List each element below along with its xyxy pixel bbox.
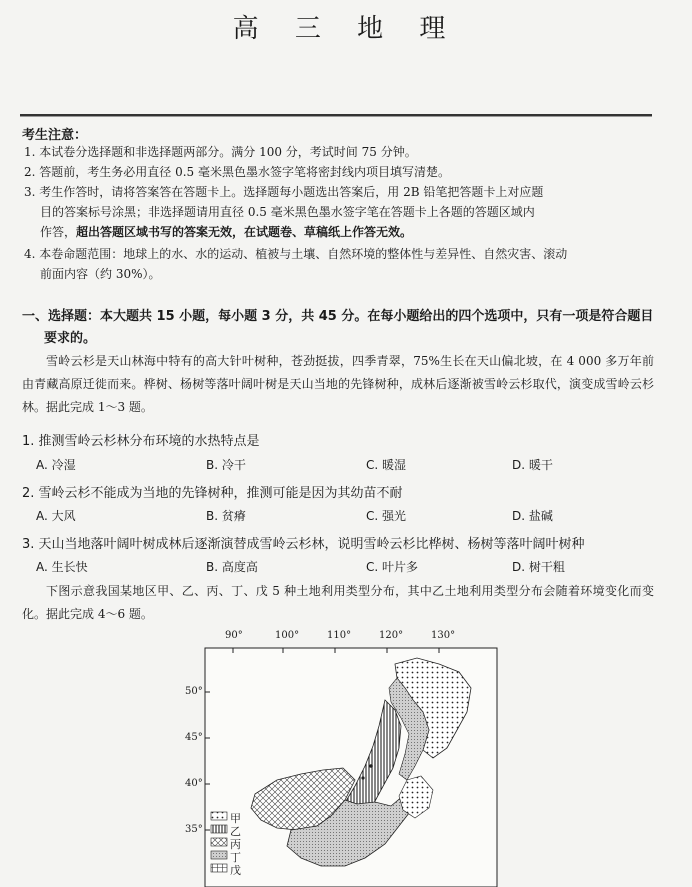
map-y-tick: 40° — [185, 778, 203, 789]
question-2-option-b: B. 贫瘠 — [206, 509, 246, 523]
legend-label-jia: 甲 — [230, 812, 241, 825]
page-title: 高 三 地 理 — [232, 14, 460, 44]
map-marker — [361, 776, 364, 779]
notice-line: 1. 本试卷分选择题和非选择题两部分。满分 100 分，考试时间 75 分钟。 — [24, 145, 417, 159]
map-x-tick: 120° — [379, 630, 404, 641]
notice-text: 作答， — [40, 225, 77, 239]
notice-line: 前面内容（约 30%）。 — [40, 267, 161, 281]
map-x-tick: 90° — [225, 630, 243, 641]
question-2-option-c: C. 强光 — [366, 509, 407, 523]
legend-label-bing: 丙 — [230, 838, 241, 851]
notice-item-4 — [24, 244, 652, 284]
notice-line: 3. 考生作答时，请将答案答在答题卡上。选择题每小题选出答案后，用 2B 铅笔把答题卡上对应题 — [24, 185, 544, 199]
map-y-tick: 45° — [185, 732, 203, 743]
map-x-tick: 100° — [275, 630, 300, 641]
question-3-option-b: B. 高度高 — [206, 560, 258, 574]
land-use-map — [185, 630, 505, 887]
map-x-tick: 110° — [327, 630, 352, 641]
notice-heading: 考生注意： — [22, 128, 88, 143]
notice-item-1 — [24, 142, 652, 162]
question-3-option-c: C. 叶片多 — [366, 560, 419, 574]
question-1-option-a: A. 冷湿 — [36, 458, 76, 472]
question-3-option-d: D. 树干粗 — [512, 560, 565, 574]
question-1-option-d: D. 暖干 — [512, 458, 553, 472]
section-line: 一、选择题：本大题共 15 小题，每小题 3 分，共 45 分。在每小题给出的四个选项中，只有一项是符合题目 — [22, 309, 654, 324]
passage-1: 雪岭云杉是天山林海中特有的高大针叶树种，苍劲挺拔，四季青翠，75%生长在天山偏北坡，在 4 000 多万年前由青藏高原迁徙而来。桦树、杨树等落叶阔叶树是天山当地的先锋树种，成林后逐渐被雪岭云杉取代，演变成雪岭云杉林。据此完成 1～3 题。 — [22, 354, 654, 414]
map-x-tick: 130° — [431, 630, 456, 641]
legend-label-ding: 丁 — [230, 851, 241, 864]
section-line: 要求的。 — [44, 331, 97, 346]
question-2-option-d: D. 盐碱 — [512, 509, 553, 523]
header-rule — [20, 114, 652, 116]
passage-2: 下图示意我国某地区甲、乙、丙、丁、戊 5 种土地利用类型分布，其中乙土地利用类型分布会随着环境变化而变化。据此完成 4～6 题。 — [22, 584, 654, 621]
map-y-tick: 35° — [185, 824, 203, 835]
question-1: 1. 推测雪岭云杉林分布环境的水热特点是 — [22, 434, 260, 449]
notice-item-3 — [24, 182, 652, 242]
map-y-tick: 50° — [185, 686, 203, 697]
legend-label-yi: 乙 — [230, 825, 241, 838]
question-3: 3. 天山当地落叶阔叶树成林后逐渐演替成雪岭云杉林，说明雪岭云杉比桦树、杨树等落叶阔叶树种 — [22, 537, 585, 552]
notice-emphasis: 超出答题区域书写的答案无效，在试题卷、草稿纸上作答无效。 — [76, 225, 413, 239]
map-marker — [369, 764, 373, 768]
notice-line: 2. 答题前，考生务必用直径 0.5 毫米黑色墨水签字笔将密封线内项目填写清楚。 — [24, 165, 450, 179]
notice-item-2 — [24, 162, 652, 182]
question-2: 2. 雪岭云杉不能成为当地的先锋树种，推测可能是因为其幼苗不耐 — [22, 486, 403, 501]
legend-label-wu: 戊 — [230, 864, 241, 877]
question-2-option-a: A. 大风 — [36, 509, 76, 523]
notice-line: 4. 本卷命题范围：地球上的水、水的运动、植被与土壤、自然环境的整体性与差异性、自然灾害、滚动 — [24, 247, 568, 261]
question-1-option-c: C. 暖湿 — [366, 458, 407, 472]
notice-line — [24, 222, 652, 242]
question-3-option-a: A. 生长快 — [36, 560, 88, 574]
notice-line: 目的答案标号涂黑；非选择题请用直径 0.5 毫米黑色墨水签字笔在答题卡上各题的答题区域内 — [40, 205, 535, 219]
question-1-option-b: B. 冷干 — [206, 458, 246, 472]
section-heading — [22, 306, 654, 350]
